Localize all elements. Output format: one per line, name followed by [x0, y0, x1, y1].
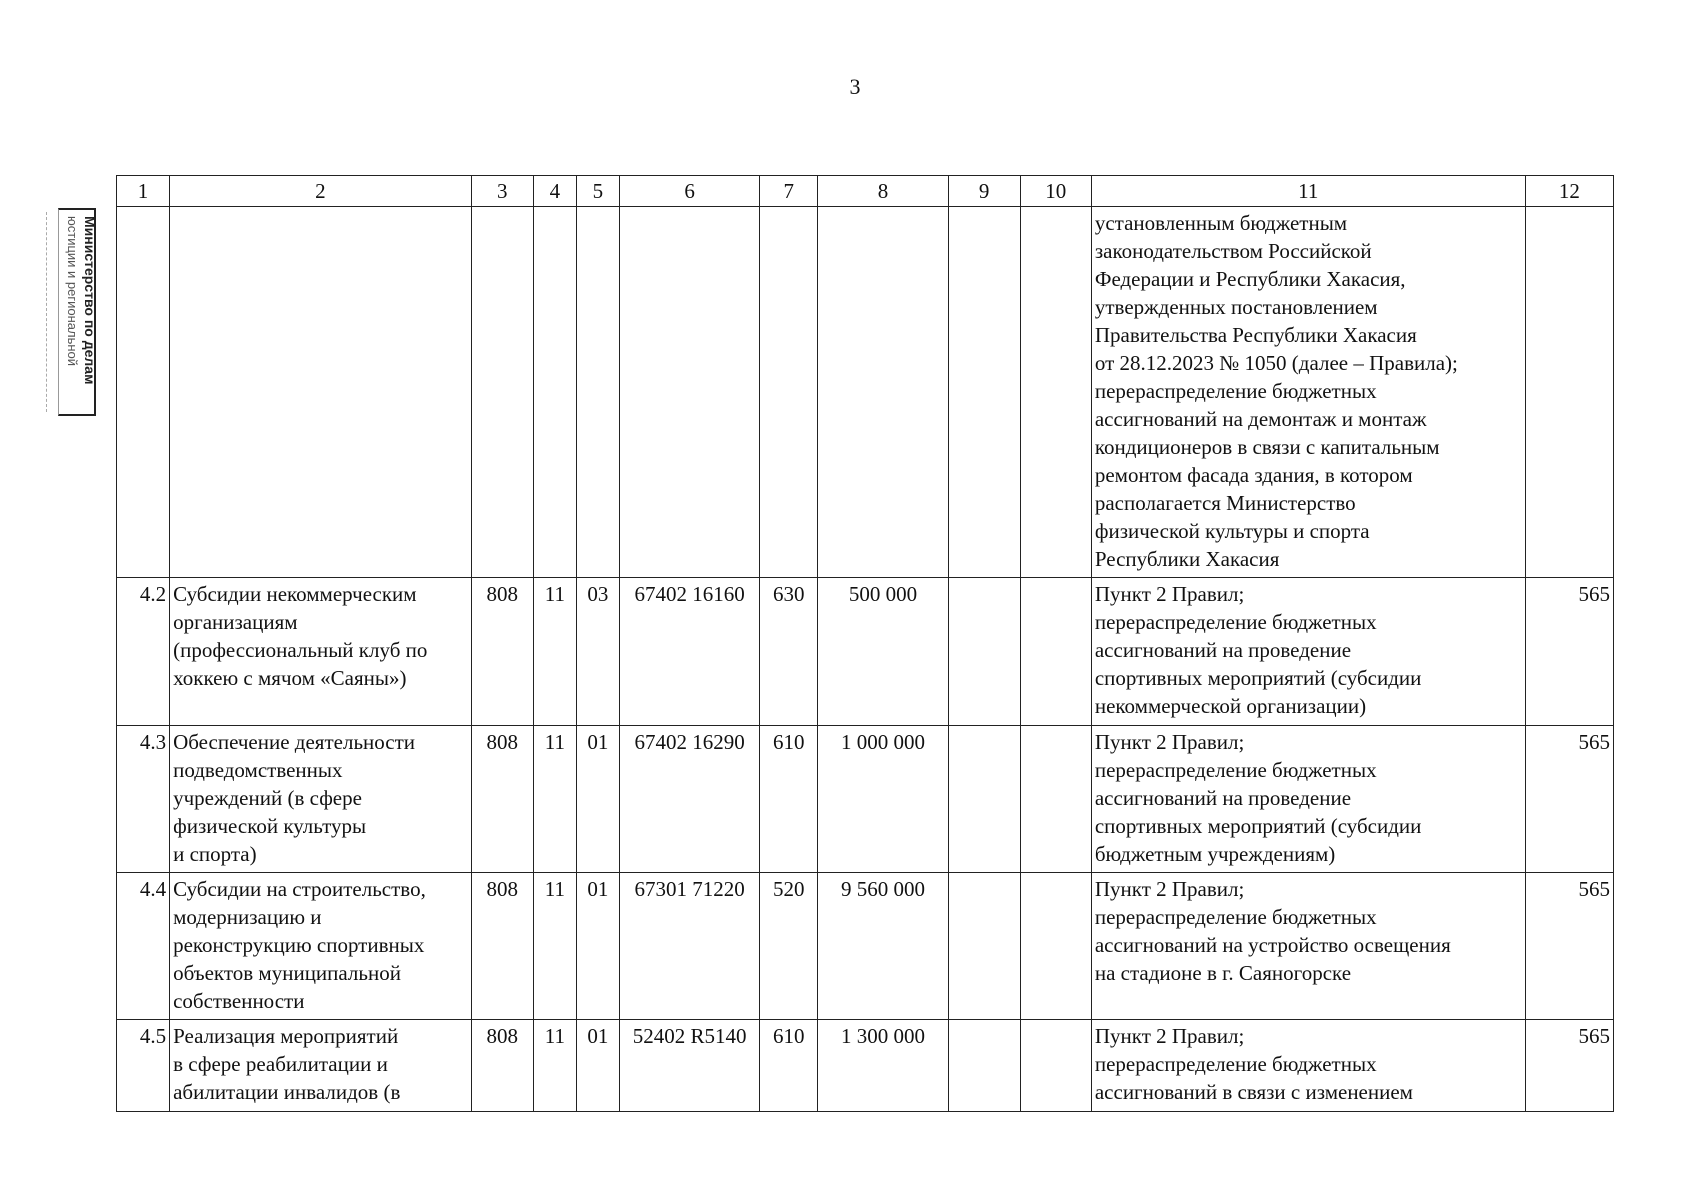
justification-line: располагается Министерство	[1094, 491, 1356, 515]
cell-col8: 1 300 000	[818, 1020, 948, 1112]
name-line: в сфере реабилитации и	[173, 1052, 388, 1076]
cell-col3: 808	[471, 578, 533, 726]
header-col-3: 3	[471, 176, 533, 207]
name-line: Обеспечение деятельности	[173, 730, 416, 754]
cell-justification	[1091, 1020, 1525, 1112]
cell-col8: 500 000	[818, 578, 948, 726]
cell-col9	[948, 1020, 1020, 1112]
cell-col5: 01	[576, 726, 619, 873]
cell-name	[170, 578, 472, 726]
justification-line: ассигнований на проведение	[1094, 638, 1352, 662]
justification-line: ремонтом фасада здания, в котором	[1094, 463, 1413, 487]
name-line: модернизацию и	[173, 905, 322, 929]
header-row	[117, 176, 1614, 207]
justification-line: ассигнований в связи с изменением	[1094, 1080, 1413, 1104]
cell-col4: 11	[533, 726, 576, 873]
cell-col6	[619, 207, 759, 578]
name-line: Реализация мероприятий	[173, 1024, 399, 1048]
cell-col4	[533, 207, 576, 578]
cell-number: 4.5	[117, 1020, 170, 1112]
cell-name	[170, 1020, 472, 1112]
cell-col8	[818, 207, 948, 578]
cell-number	[117, 207, 170, 578]
cell-col10	[1020, 726, 1091, 873]
justification-line: ассигнований на проведение	[1094, 786, 1352, 810]
cell-col12: 565	[1525, 578, 1613, 726]
header-col-2: 2	[170, 176, 472, 207]
justification-line: спортивных мероприятий (субсидии	[1094, 814, 1422, 838]
header-col-11: 11	[1091, 176, 1525, 207]
justification-line: Пункт 2 Правил;	[1094, 730, 1245, 754]
cell-name	[170, 207, 472, 578]
cell-col10	[1020, 578, 1091, 726]
cell-col3: 808	[471, 1020, 533, 1112]
stamp-line-2: юстиции и региональной	[65, 216, 80, 367]
cell-col3: 808	[471, 873, 533, 1020]
cell-col9	[948, 873, 1020, 1020]
justification-line: утвержденных постановлением	[1094, 295, 1378, 319]
cell-name	[170, 873, 472, 1020]
cell-number: 4.2	[117, 578, 170, 726]
cell-col6: 52402 R5140	[619, 1020, 759, 1112]
cell-col12: 565	[1525, 726, 1613, 873]
justification-line: физической культуры и спорта	[1094, 519, 1370, 543]
table-row	[117, 726, 1614, 873]
justification-line: Федерации и Республики Хакасия,	[1094, 267, 1406, 291]
justification-line: перераспределение бюджетных	[1094, 379, 1377, 403]
cell-col7: 520	[760, 873, 818, 1020]
page-number: 3	[849, 74, 861, 99]
cell-number: 4.3	[117, 726, 170, 873]
justification-line: Пункт 2 Правил;	[1094, 877, 1245, 901]
table-row	[117, 578, 1614, 726]
justification-line: Пункт 2 Правил;	[1094, 1024, 1245, 1048]
stamp-line-1: Министерство по делам	[82, 216, 98, 385]
header-col-5: 5	[576, 176, 619, 207]
name-line: абилитации инвалидов (в	[173, 1080, 401, 1104]
justification-line: законодательством Российской	[1094, 239, 1372, 263]
justification-line: перераспределение бюджетных	[1094, 1052, 1377, 1076]
cell-col12: 565	[1525, 1020, 1613, 1112]
header-col-9: 9	[948, 176, 1020, 207]
cell-justification	[1091, 207, 1525, 578]
name-line: Субсидии некоммерческим	[173, 582, 417, 606]
cell-col9	[948, 207, 1020, 578]
header-col-1: 1	[117, 176, 170, 207]
cell-justification	[1091, 873, 1525, 1020]
cell-number: 4.4	[117, 873, 170, 1020]
cell-col4: 11	[533, 1020, 576, 1112]
header-col-7: 7	[760, 176, 818, 207]
justification-line: спортивных мероприятий (субсидии	[1094, 666, 1422, 690]
table-row	[117, 207, 1614, 578]
cell-col7: 610	[760, 726, 818, 873]
cell-col3: 808	[471, 726, 533, 873]
registration-stamp	[22, 208, 98, 418]
justification-line: бюджетным учреждениям)	[1094, 842, 1336, 866]
name-line: хоккею с мячом «Саяны»)	[173, 666, 407, 690]
header-col-6: 6	[619, 176, 759, 207]
name-line: собственности	[173, 989, 305, 1013]
table-row	[117, 1020, 1614, 1112]
cell-col4: 11	[533, 873, 576, 1020]
cell-col3	[471, 207, 533, 578]
justification-line: на стадионе в г. Саяногорске	[1094, 961, 1352, 985]
name-line: объектов муниципальной	[173, 961, 401, 985]
cell-col5: 01	[576, 873, 619, 1020]
justification-line: кондиционеров в связи с капитальным	[1094, 435, 1440, 459]
header-col-10: 10	[1020, 176, 1091, 207]
justification-line: ассигнований на устройство освещения	[1094, 933, 1451, 957]
stamp-faint-border	[46, 212, 57, 412]
cell-col8: 1 000 000	[818, 726, 948, 873]
cell-justification	[1091, 726, 1525, 873]
table-row	[117, 873, 1614, 1020]
name-line: подведомственных	[173, 758, 343, 782]
justification-line: установленным бюджетным	[1094, 211, 1348, 235]
cell-col7: 610	[760, 1020, 818, 1112]
cell-col10	[1020, 207, 1091, 578]
header-col-4: 4	[533, 176, 576, 207]
cell-col6: 67402 16290	[619, 726, 759, 873]
cell-col9	[948, 726, 1020, 873]
justification-line: перераспределение бюджетных	[1094, 610, 1377, 634]
cell-name	[170, 726, 472, 873]
cell-col6: 67301 71220	[619, 873, 759, 1020]
name-line: физической культуры	[173, 814, 367, 838]
budget-table	[116, 175, 1614, 1112]
justification-line: от 28.12.2023 № 1050 (далее – Правила);	[1094, 351, 1458, 375]
name-line: учреждений (в сфере	[173, 786, 362, 810]
cell-col7: 630	[760, 578, 818, 726]
justification-line: Правительства Республики Хакасия	[1094, 323, 1417, 347]
cell-col12: 565	[1525, 873, 1613, 1020]
header-col-12: 12	[1525, 176, 1613, 207]
cell-col5: 01	[576, 1020, 619, 1112]
justification-line: перераспределение бюджетных	[1094, 905, 1377, 929]
cell-col8: 9 560 000	[818, 873, 948, 1020]
header-col-8: 8	[818, 176, 948, 207]
cell-col10	[1020, 873, 1091, 1020]
cell-col10	[1020, 1020, 1091, 1112]
name-line: реконструкцию спортивных	[173, 933, 425, 957]
cell-justification	[1091, 578, 1525, 726]
cell-col5	[576, 207, 619, 578]
cell-col12	[1525, 207, 1613, 578]
justification-line: некоммерческой организации)	[1094, 694, 1367, 718]
cell-col4: 11	[533, 578, 576, 726]
justification-line: ассигнований на демонтаж и монтаж	[1094, 407, 1427, 431]
cell-col7	[760, 207, 818, 578]
name-line: организациям	[173, 610, 298, 634]
justification-line: Пункт 2 Правил;	[1094, 582, 1245, 606]
cell-col5: 03	[576, 578, 619, 726]
cell-col6: 67402 16160	[619, 578, 759, 726]
justification-line: перераспределение бюджетных	[1094, 758, 1377, 782]
name-line: и спорта)	[173, 842, 257, 866]
cell-col9	[948, 578, 1020, 726]
justification-line: Республики Хакасия	[1094, 547, 1280, 571]
name-line: (профессиональный клуб по	[173, 638, 428, 662]
name-line: Субсидии на строительство,	[173, 877, 426, 901]
